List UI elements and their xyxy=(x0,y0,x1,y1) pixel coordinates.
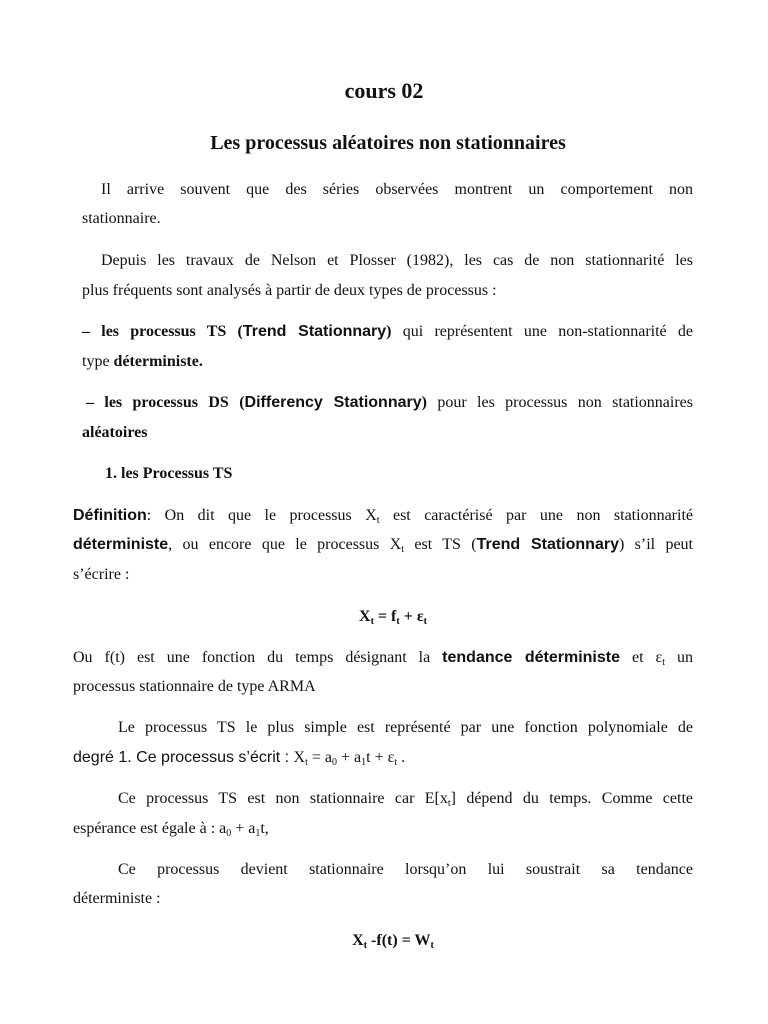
ds-item-term: Differency Stationnary xyxy=(244,394,422,411)
where-line-2: processus stationnaire de type ARMA xyxy=(73,678,316,695)
ts-item-type-prefix: type xyxy=(82,353,114,370)
eq1-x: X xyxy=(359,608,371,625)
nonstat-text-a: Ce processus TS est non stationnaire car E[x xyxy=(118,790,448,807)
ds-item-rest: pour les processus non stationnaires xyxy=(426,394,694,411)
equation-ts xyxy=(0,607,768,627)
simple-x: X xyxy=(293,749,306,766)
intro-line-2: stationnaire. xyxy=(82,210,161,227)
ts-item-lead: – les processus TS ( xyxy=(82,323,243,340)
simple-eps-sub: t xyxy=(394,757,398,768)
section-heading xyxy=(105,464,232,484)
definition-label: Définition xyxy=(73,507,147,524)
eq1-epsilon: + ε xyxy=(399,608,424,625)
ts-item-close: ) xyxy=(386,323,392,340)
nonstat-sub-t: t xyxy=(447,798,451,809)
simple-text-a: degré 1. Ce processus s’écrit : xyxy=(73,749,294,766)
page-subtitle: Les processus aléatoires non stationnaires xyxy=(210,132,566,154)
where-line-1 xyxy=(73,648,693,668)
where-text-a: Ou f(t) est une fonction du temps désignant la xyxy=(73,649,443,666)
definition-line-3: s’écrire : xyxy=(73,566,130,583)
simple-a1-sub: 1 xyxy=(361,757,367,768)
nonstat-text-c: espérance est égale à : a xyxy=(73,820,227,837)
ds-item-line-1 xyxy=(86,393,693,413)
where-sub-t: t xyxy=(662,657,666,668)
simple-x-sub: t xyxy=(305,757,308,768)
ts-item-term: Trend Stationnary xyxy=(242,323,387,340)
eq1-f: = f xyxy=(373,608,397,625)
eq2-x: X xyxy=(352,932,364,949)
ds-item-close: ) xyxy=(421,394,427,411)
definition-line-1 xyxy=(73,506,693,526)
eq1-f-sub: t xyxy=(396,616,400,627)
simple-line-1: Le processus TS le plus simple est représenté par une fonction polynomiale de xyxy=(118,719,693,736)
eq2-x-sub: t xyxy=(363,940,368,951)
simple-a0-sub: 0 xyxy=(332,757,338,768)
simple-a1: + a xyxy=(337,749,362,766)
eq2-mid: -f(t) = W xyxy=(367,932,431,949)
nonstat-sub-0: 0 xyxy=(226,828,232,839)
definition-text-e: ) s’il peut xyxy=(618,536,693,553)
where-text-c: un xyxy=(665,649,694,666)
eq1-x-sub: t xyxy=(370,616,374,627)
nonstat-line-1 xyxy=(118,789,693,809)
simple-t-eps: t + ε xyxy=(366,749,395,766)
intro-line-1: Il arrive souvent que des séries observées montrent un comportement non xyxy=(101,181,693,198)
definition-text-b: est caractérisé par une non stationnarité xyxy=(379,507,693,524)
nelson-line-1: Depuis les travaux de Nelson et Plosser (1982), les cas de non stationnarité les xyxy=(101,252,693,269)
definition-text-c: , ou encore que le processus X xyxy=(168,536,402,553)
where-tendance: tendance déterministe xyxy=(442,649,620,666)
eq2-w-sub: t xyxy=(430,940,434,951)
nonstat-sub-1: 1 xyxy=(255,828,261,839)
simple-line-2 xyxy=(73,748,405,768)
nonstat-line-2 xyxy=(73,819,269,839)
nonstat-text-e: t, xyxy=(260,820,269,837)
where-text-b: et ε xyxy=(620,649,663,666)
becomes-line-1: Ce processus devient stationnaire lorsqu’on lui soustrait sa tendance xyxy=(118,861,693,878)
becomes-line-2: déterministe : xyxy=(73,890,161,907)
definition-sub-t: t xyxy=(376,515,380,526)
definition-deterministe: déterministe xyxy=(73,536,169,553)
definition-line-2 xyxy=(73,535,693,555)
definition-trend-term: Trend Stationnary xyxy=(476,536,619,553)
definition-sub-t2: t xyxy=(401,544,405,555)
ts-item-type-bold: déterministe. xyxy=(113,353,203,370)
eq1-epsilon-sub: t xyxy=(423,616,427,627)
nelson-line-2: plus fréquents sont analysés à partir de deux types de processus : xyxy=(82,282,497,299)
equation-detrended xyxy=(0,931,768,951)
definition-text-a: : On dit que le processus X xyxy=(146,507,377,524)
nonstat-text-d: + a xyxy=(231,820,256,837)
definition-text-d: est TS ( xyxy=(404,536,477,553)
ts-item-line-2 xyxy=(82,352,203,372)
ds-item-type-bold: aléatoires xyxy=(82,424,148,441)
section-heading-text: 1. les Processus TS xyxy=(105,465,233,482)
ts-item-rest: qui représentent une non-stationnarité de xyxy=(391,323,694,340)
page-title: cours 02 xyxy=(344,78,424,103)
simple-a: = a xyxy=(307,749,333,766)
ts-item-line-1 xyxy=(82,322,693,342)
simple-end: . xyxy=(397,749,406,766)
nonstat-text-b: ] dépend du temps. Comme cette xyxy=(450,790,693,807)
ds-item-lead: – les processus DS ( xyxy=(86,394,245,411)
ds-item-line-2 xyxy=(82,423,147,443)
